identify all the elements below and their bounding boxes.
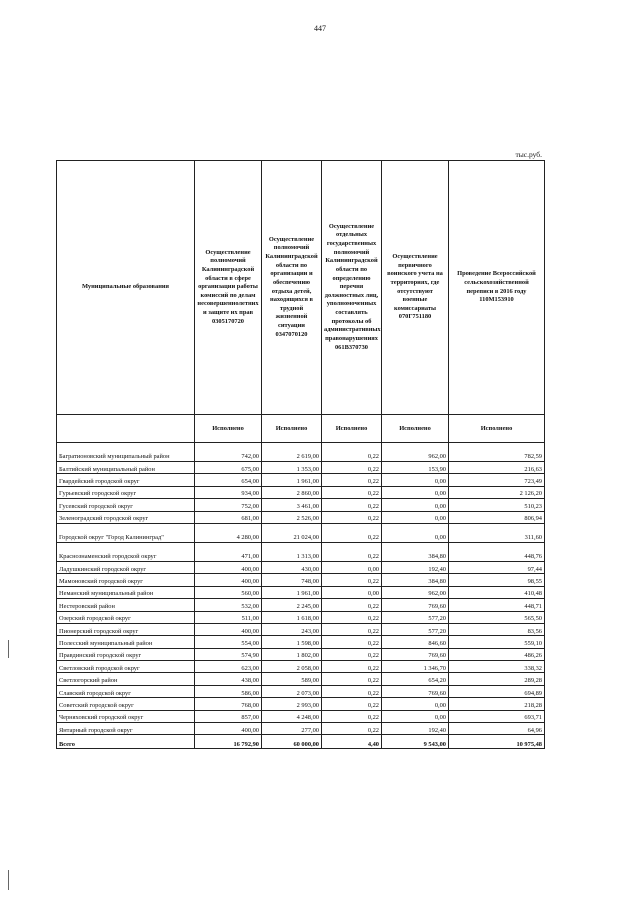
value-cell: 0,00 [382,499,449,511]
table-row [57,486,545,498]
value-cell: 857,00 [195,710,262,722]
municipality-name: Гурьевский городской округ [57,486,195,498]
status-row [57,415,545,443]
value-cell: 574,90 [195,648,262,660]
value-cell: 1 802,00 [262,648,322,660]
table-row [57,511,545,523]
budget-table [56,160,545,749]
table-row [57,474,545,486]
table-row [57,574,545,586]
municipality-name: Неманский муниципальный район [57,586,195,598]
table-row [57,661,545,673]
value-cell: 3 461,00 [262,499,322,511]
value-cell: 400,00 [195,561,262,573]
value-cell: 1 353,00 [262,462,322,474]
table-row [57,542,545,561]
value-cell: 1 961,00 [262,474,322,486]
value-cell: 384,80 [382,574,449,586]
value-cell: 934,00 [195,486,262,498]
scan-margin-mark [8,640,9,658]
table-row [57,698,545,710]
table-row [57,523,545,542]
value-cell: 2 073,00 [262,685,322,697]
value-cell: 0,22 [322,499,382,511]
value-cell: 218,28 [449,698,545,710]
value-cell: 400,00 [195,623,262,635]
value-cell: 0,22 [322,723,382,735]
table-row [57,586,545,598]
value-cell: 1 961,00 [262,586,322,598]
municipality-name: Нестеровский район [57,599,195,611]
value-cell: 216,63 [449,462,545,474]
municipality-name: Полесский муниципальный район [57,636,195,648]
value-cell: 0,22 [322,574,382,586]
value-cell: 0,22 [322,661,382,673]
value-cell: 0,22 [322,710,382,722]
table-row [57,599,545,611]
table-row [57,723,545,735]
value-cell: 97,44 [449,561,545,573]
value-cell: 311,60 [449,523,545,542]
table-row [57,561,545,573]
value-cell: 0,00 [382,511,449,523]
value-cell: 623,00 [195,661,262,673]
value-cell: 486,26 [449,648,545,660]
value-cell: 1 346,70 [382,661,449,673]
value-cell: 748,00 [262,574,322,586]
value-cell: 0,22 [322,542,382,561]
value-cell: 769,60 [382,685,449,697]
value-cell: 0,00 [322,561,382,573]
total-value-2: 60 000,00 [262,735,322,749]
value-cell: 289,28 [449,673,545,685]
value-cell: 742,00 [195,443,262,462]
value-cell: 589,00 [262,673,322,685]
value-cell: 510,23 [449,499,545,511]
column-header-1: Осуществление полномочий Калининградской области в сфере организации работы комиссий по делам несовершеннолетних и защите их прав 0305170720 [195,161,262,415]
value-cell: 846,60 [382,636,449,648]
municipality-name: Городской округ "Город Калининград" [57,523,195,542]
column-header-5: Проведение Всероссийской сельскохозяйственной переписи в 2016 году 110М153910 [449,161,545,415]
column-header-2: Осуществление полномочий Калининградской области по организации и обеспечению отдыха детей, находящихся в трудной жизненной ситуации 0347070120 [262,161,322,415]
total-value-5: 10 975,48 [449,735,545,749]
header-row [57,161,545,415]
value-cell: 153,90 [382,462,449,474]
value-cell: 384,80 [382,542,449,561]
value-cell: 962,00 [382,443,449,462]
table-row [57,673,545,685]
municipality-name: Советский городской округ [57,698,195,710]
value-cell: 0,22 [322,673,382,685]
value-cell: 2 245,00 [262,599,322,611]
municipality-name: Озерский городской округ [57,611,195,623]
value-cell: 0,22 [322,474,382,486]
value-cell: 0,22 [322,698,382,710]
value-cell: 0,22 [322,636,382,648]
total-row [57,735,545,749]
value-cell: 768,00 [195,698,262,710]
value-cell: 98,55 [449,574,545,586]
table-row [57,443,545,462]
value-cell: 448,71 [449,599,545,611]
value-cell: 554,00 [195,636,262,648]
municipality-name: Янтарный городской округ [57,723,195,735]
municipality-name: Черняховский городской округ [57,710,195,722]
table-body [57,443,545,749]
value-cell: 0,00 [322,586,382,598]
table-row [57,462,545,474]
table-row [57,648,545,660]
value-cell: 577,20 [382,623,449,635]
value-cell: 681,00 [195,511,262,523]
value-cell: 1 313,00 [262,542,322,561]
value-cell: 511,00 [195,611,262,623]
value-cell: 694,89 [449,685,545,697]
value-cell: 2 526,00 [262,511,322,523]
value-cell: 0,22 [322,511,382,523]
value-cell: 752,00 [195,499,262,511]
value-cell: 4 280,00 [195,523,262,542]
municipality-name: Гусевский городской округ [57,499,195,511]
table-row [57,685,545,697]
value-cell: 64,96 [449,723,545,735]
value-cell: 0,22 [322,443,382,462]
value-cell: 0,22 [322,611,382,623]
value-cell: 723,49 [449,474,545,486]
municipality-name: Багратионовский муниципальный район [57,443,195,462]
value-cell: 4 248,00 [262,710,322,722]
municipality-name: Пионерский городской округ [57,623,195,635]
value-cell: 769,60 [382,599,449,611]
scan-margin-mark [8,870,9,890]
municipality-name: Славский городской округ [57,685,195,697]
column-header-3: Осуществление отдельных государственных полномочий Калининградской области по определению перечня должностных лиц, уполномоченных составлять протоколы об административных правонарушениях 061В370730 [322,161,382,415]
total-value-3: 4,40 [322,735,382,749]
value-cell: 192,40 [382,561,449,573]
table-row [57,636,545,648]
status-cell-5: Исполнено [449,415,545,443]
municipality-name: Правдинский городской округ [57,648,195,660]
value-cell: 560,00 [195,586,262,598]
value-cell: 21 024,00 [262,523,322,542]
value-cell: 0,22 [322,648,382,660]
municipality-name: Мамоновский городской округ [57,574,195,586]
unit-label: тыс.руб. [515,150,542,159]
value-cell: 0,22 [322,523,382,542]
value-cell: 532,00 [195,599,262,611]
table-row [57,710,545,722]
value-cell: 243,00 [262,623,322,635]
value-cell: 2 619,00 [262,443,322,462]
value-cell: 83,56 [449,623,545,635]
value-cell: 806,94 [449,511,545,523]
value-cell: 782,59 [449,443,545,462]
value-cell: 0,22 [322,599,382,611]
table-row [57,499,545,511]
municipality-name: Балтийский муниципальный район [57,462,195,474]
municipality-name: Ладушкинский городской округ [57,561,195,573]
column-header-municipalities: Муниципальные образования [57,161,195,415]
value-cell: 400,00 [195,723,262,735]
table-row [57,611,545,623]
status-cell-4: Исполнено [382,415,449,443]
table-row [57,623,545,635]
value-cell: 400,00 [195,574,262,586]
value-cell: 471,00 [195,542,262,561]
value-cell: 0,00 [382,486,449,498]
value-cell: 448,76 [449,542,545,561]
municipality-name: Светлогорский район [57,673,195,685]
value-cell: 654,00 [195,474,262,486]
municipality-name: Гвардейский городской округ [57,474,195,486]
status-cell-empty [57,415,195,443]
column-header-4: Осуществление первичного воинского учета на территориях, где отсутствуют военные комиссариаты 070Г751180 [382,161,449,415]
value-cell: 693,71 [449,710,545,722]
value-cell: 654,20 [382,673,449,685]
value-cell: 675,00 [195,462,262,474]
value-cell: 0,00 [382,698,449,710]
value-cell: 277,00 [262,723,322,735]
value-cell: 438,00 [195,673,262,685]
value-cell: 2 860,00 [262,486,322,498]
page-number: 447 [314,24,326,33]
value-cell: 769,60 [382,648,449,660]
value-cell: 0,00 [382,523,449,542]
municipality-name: Краснознаменский городской округ [57,542,195,561]
value-cell: 0,22 [322,623,382,635]
value-cell: 962,00 [382,586,449,598]
municipality-name: Зеленоградский городской округ [57,511,195,523]
municipality-name: Светловский городской округ [57,661,195,673]
value-cell: 1 618,00 [262,611,322,623]
value-cell: 559,10 [449,636,545,648]
value-cell: 0,00 [382,710,449,722]
total-value-1: 16 792,90 [195,735,262,749]
value-cell: 0,22 [322,685,382,697]
value-cell: 2 993,00 [262,698,322,710]
value-cell: 2 058,00 [262,661,322,673]
value-cell: 577,20 [382,611,449,623]
value-cell: 0,22 [322,486,382,498]
value-cell: 338,32 [449,661,545,673]
status-cell-2: Исполнено [262,415,322,443]
value-cell: 565,50 [449,611,545,623]
value-cell: 0,22 [322,462,382,474]
value-cell: 430,00 [262,561,322,573]
value-cell: 0,00 [382,474,449,486]
status-cell-3: Исполнено [322,415,382,443]
status-cell-1: Исполнено [195,415,262,443]
value-cell: 586,00 [195,685,262,697]
value-cell: 410,48 [449,586,545,598]
value-cell: 192,40 [382,723,449,735]
value-cell: 1 598,00 [262,636,322,648]
total-value-4: 9 543,00 [382,735,449,749]
total-label: Всего [57,735,195,749]
value-cell: 2 126,20 [449,486,545,498]
